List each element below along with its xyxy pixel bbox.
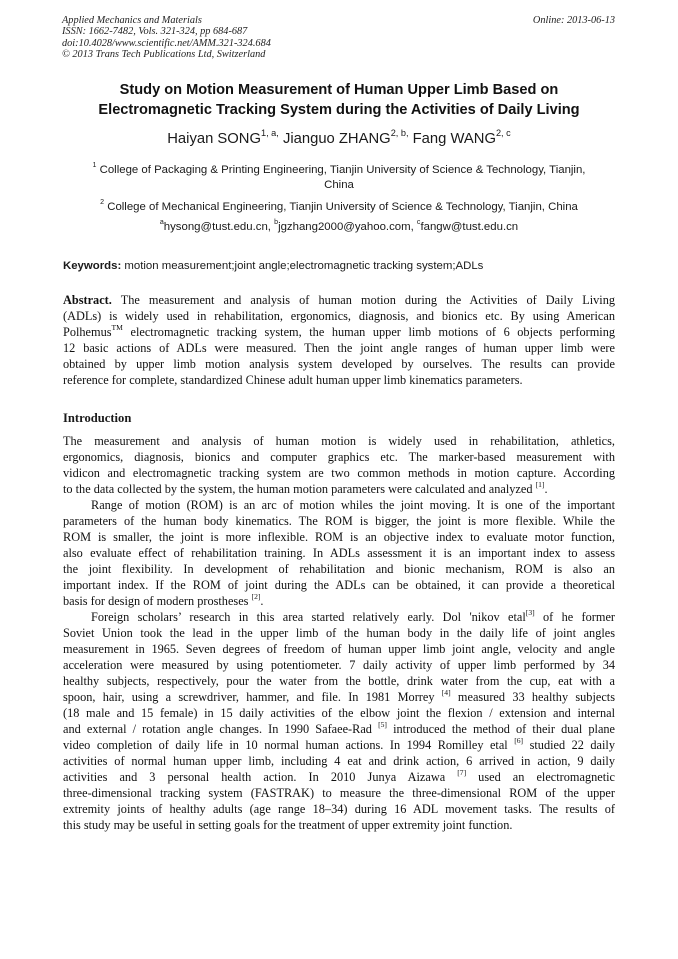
author-affil-sup: 2, b, (390, 127, 409, 138)
author-list (40, 127, 638, 148)
abstract-label: Abstract. (63, 293, 112, 307)
body-line: also evaluate effect of rehabilitation training. In ADLs assessment it is an important index to assess (63, 546, 615, 560)
citation-ref[interactable]: [4] (441, 687, 451, 697)
body-line (63, 609, 615, 625)
keywords-text: motion measurement;joint angle;electromagnetic tracking system;ADLs (121, 260, 484, 272)
affil-text: China (324, 178, 354, 191)
email-sup: b (274, 219, 279, 227)
body-line (63, 481, 615, 497)
abstract-line: (ADLs) is widely used in rehabilitation, ergonomics, diagnosis, and bionics etc. By using American (63, 309, 615, 323)
body-line: this study may be useful in setting goals for the treatment of upper extremity joint function. (63, 818, 513, 832)
body-line: ROM is smaller, the joint is more inflexible. ROM is an objective index to evaluate motor function, (63, 530, 615, 544)
body-line: vidicon and electromagnetic tracking system are two common methods in motion capture. According (63, 466, 615, 480)
email-sup: c (416, 219, 421, 227)
body-text: Foreign scholars’ research in this area started relatively early. Dol 'nikov etal (91, 610, 526, 624)
copyright-line: © 2013 Trans Tech Publications Ltd, Switzerland (62, 49, 266, 61)
body-line (63, 737, 615, 753)
citation-ref[interactable]: [7] (457, 767, 467, 777)
abstract-line: reference for complete, standardized Chinese adult human upper limb kinematics parameters. (63, 373, 523, 387)
body-text: . (260, 594, 264, 608)
body-line: (18 male and 15 female) in 15 daily activities of the elbow joint the flexion / extension and internal (63, 706, 615, 720)
email-link[interactable]: jgzhang2000@yahoo.com, (278, 221, 417, 233)
body-text: measured 33 healthy subjects (450, 690, 615, 704)
body-text: introduced the method of their dual plane (386, 722, 616, 736)
body-text: to the data collected by the system, the human motion parameters were calculated and analyzed (63, 482, 536, 496)
body-line: healthy subjects, respectively, pour the water from the bottle, drink water from the cup, eat with a (63, 674, 615, 688)
abstract-line (63, 324, 615, 340)
abstract-text: electromagnetic tracking system, the human upper limb motions of 6 objects performing (122, 325, 615, 339)
body-text: and external / rotation angle changes. In 1990 Safaee-Rad (63, 722, 379, 736)
body-text: activities and 3 personal health action. In 2010 Junya Aizawa (63, 770, 458, 784)
body-line (63, 593, 615, 609)
body-line: measurement in 1965. Seven degrees of freedom of human upper limb joint angle, velocity and angle (63, 642, 615, 656)
email-list (56, 220, 622, 235)
section-heading-introduction: Introduction (63, 411, 132, 425)
abstract-text: Polhemus (63, 325, 112, 339)
affil-sup: 2 (100, 199, 105, 207)
body-line: the joint flexibility. In development of rehabilitation and bionic mechanism, ROM is also an (63, 562, 615, 576)
body-line: important index. If the ROM of joint during the ADLs can be obtained, it can provide a theoretical (63, 578, 615, 592)
body-text: video completion of daily life in 10 normal human actions. In 1994 Romilley etal (63, 738, 515, 752)
affil-text: College of Packaging & Printing Engineering, Tianjin University of Science & Technology, Tianjin, (99, 164, 586, 176)
citation-ref[interactable]: [3] (525, 607, 535, 617)
author-name: Haiyan SONG (167, 131, 261, 147)
body-line (63, 689, 615, 705)
abstract-line: 12 basic actions of ADLs were measured. Then the joint angle ranges of human upper limb were (63, 341, 615, 355)
citation-ref[interactable]: [2] (251, 591, 261, 601)
keywords (63, 259, 483, 273)
body-line: ergonomics, diagnosis, bionics and computer graphics etc. The marker-based measurement with (63, 450, 615, 464)
author-name: Jianguo ZHANG (282, 131, 391, 147)
journal-name: Applied Mechanics and Materials (62, 15, 202, 26)
body-line: activities of normal human upper limb, including 4 eat and drink action, 6 arrived in action, 9 daily (63, 754, 615, 768)
abstract-line: obtained by upper limb motion analysis system developed by ourselves. The results can provide (63, 357, 615, 371)
body-line: extremity joints of healthy adults (age range 18–34) during 16 ADL movement tasks. The results of (63, 802, 615, 816)
body-text: . (544, 482, 548, 496)
title-line-1: Study on Motion Measurement of Human Upper Limb Based on (119, 82, 559, 98)
title-line-2: Electromagnetic Tracking System during the Activities of Daily Living (98, 102, 580, 118)
paper-title (50, 80, 628, 120)
keywords-label: Keywords: (63, 260, 122, 272)
citation-ref[interactable]: [5] (378, 719, 387, 729)
body-line (63, 721, 615, 737)
email-link[interactable]: hysong@tust.edu.cn, (163, 221, 275, 233)
doi-line: doi:10.4028/www.scientific.net/AMM.321-324.684 (62, 37, 271, 49)
body-line: parameters of the human body kinematics. The ROM is bigger, the joint is more flexible. While the (63, 514, 615, 528)
body-text: studied 22 daily (523, 738, 615, 752)
email-sup: a (159, 219, 164, 227)
issn-line: ISSN: 1662-7482, Vols. 321-324, pp 684-687 (62, 26, 248, 38)
abstract-text: The measurement and analysis of human motion during the Activities of Daily Living (111, 293, 615, 307)
citation-ref[interactable]: [6] (514, 735, 524, 745)
body-line (63, 769, 615, 785)
email-link[interactable]: fangw@tust.edu.cn (420, 221, 519, 233)
citation-ref[interactable]: [1] (535, 479, 545, 489)
body-line: acceleration were measured by using potentiometer. 7 daily activity of upper limb performed by 34 (63, 658, 615, 672)
abstract-line (63, 292, 615, 308)
body-text: of he former (534, 610, 615, 624)
affiliation-1 (56, 163, 622, 193)
body-line: three-dimensional tracking system (FASTRAK) to measure the three-dimensional ROM of the upper (63, 786, 615, 800)
body-line: Range of motion (ROM) is an arc of motion whiles the joint moving. It is one of the important (91, 498, 615, 512)
author-name: Fang WANG (412, 131, 496, 147)
body-text: basis for design of modern prostheses (63, 594, 252, 608)
author-affil-sup: 2, c (495, 127, 511, 138)
body-line: Soviet Union took the lead in the upper limb of the human body in the daily life of joint angles (63, 626, 615, 640)
author-affil-sup: 1, a, (261, 127, 279, 138)
affil-sup: 1 (92, 162, 97, 170)
affil-text: College of Mechanical Engineering, Tianjin University of Science & Technology, Tianjin, China (107, 201, 578, 213)
body-line: The measurement and analysis of human motion is widely used in rehabilitation, athletics, (63, 434, 615, 448)
affiliation-2 (56, 200, 622, 215)
body-text: used an electromagnetic (466, 770, 615, 784)
online-date: Online: 2013-06-13 (532, 15, 615, 26)
journal-header (62, 15, 271, 61)
trademark-sup: TM (111, 322, 123, 332)
body-text: spoon, hair, using a screwdriver, hammer, and file. In 1981 Morrey (63, 690, 442, 704)
